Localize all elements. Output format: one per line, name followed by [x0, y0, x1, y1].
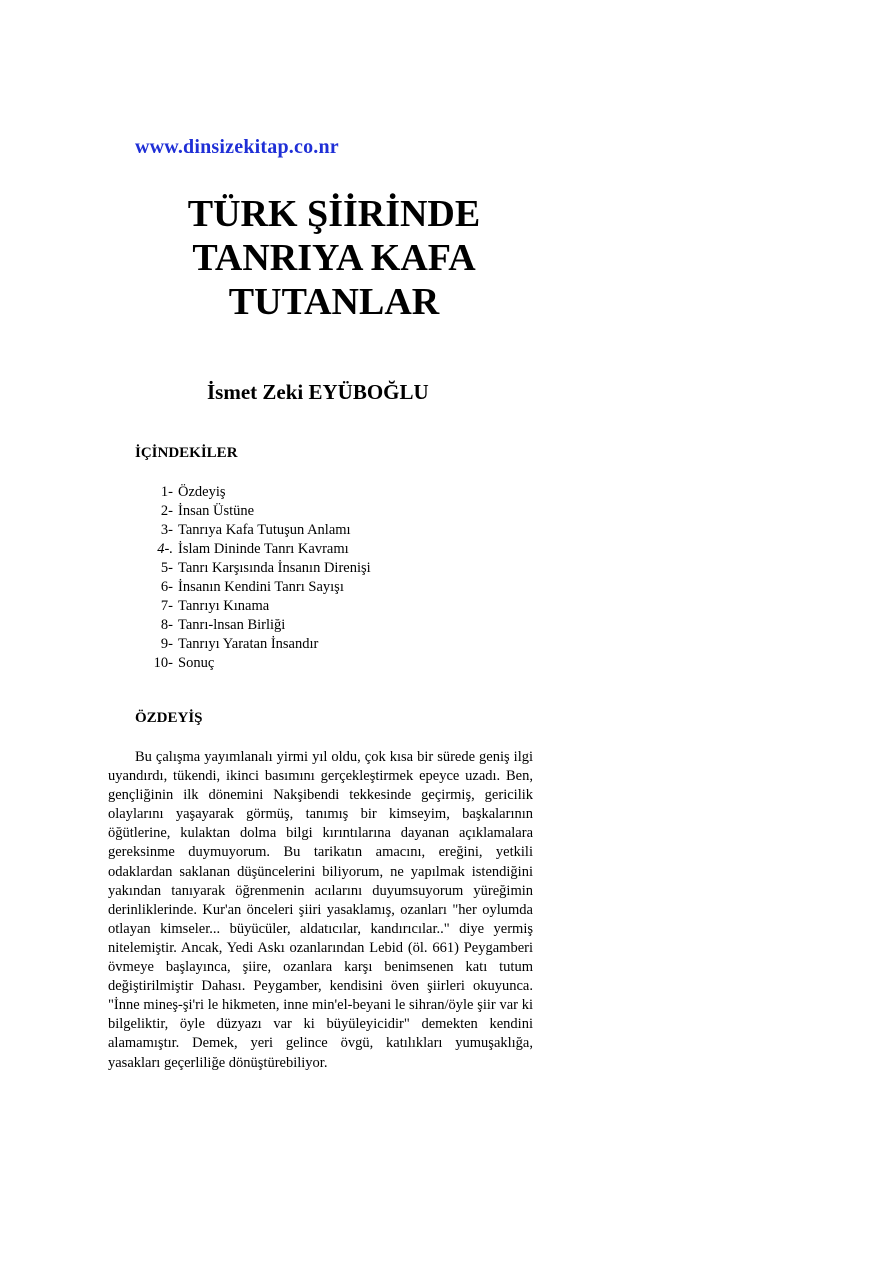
- toc-item-number: 10-: [153, 655, 173, 671]
- toc-item-label: İnsanın Kendini Tanrı Sayışı: [178, 579, 344, 595]
- toc-item-number: 1-: [160, 484, 173, 500]
- title-line: TANRIYA KAFA: [192, 237, 476, 279]
- toc-item-label: İnsan Üstüne: [178, 503, 255, 519]
- site-link[interactable]: www.dinsizekitap.co.nr: [135, 136, 339, 158]
- toc-item-number: 5-: [160, 560, 173, 576]
- toc-item: [145, 502, 371, 521]
- toc-item-label: Tanrıyı Kınama: [178, 598, 270, 614]
- body-paragraph: Bu çalışma yayımlanalı yirmi yıl oldu, çok kısa bir sürede geniş ilgi uyandırdı, tükendi, ikinci basımını gerçekleştirmek epeyce uzadı. Ben, gençliğinin ilk dönemini Nakşibendi tekkesinde geçirmiş, gericilik olaylarını yaşayarak görmüş, tanımış bir kimseyim, başkalarının öğütlerine, kulaktan dolma bilgi kırıntılarına dayanan açıklamalara gereksinme duymuyorum. Bu tarikatın amacını, ereğini, yetkili odaklardan saklanan düşüncelerini biliyorum, ne yapılmak istendiğini yakından tanıyarak öğrenmenin acılarını duyumsuyorum yüreğimin derinliklerinde. Kur'an önceleri şiiri yasaklamış, ozanları "her oylumda otlayan kimseler... büyücüler, aldatıcılar, kandırıcılar.." diye yermiş nitelemiştir. Ancak, Yedi Askı ozanlarından Lebid (öl. 661) Peygamberi övmeye başlayınca, şiire, ozanlara karşı benimsenen katı tutum değiştirilmiştir Dahası. Peygamber, kendisini öven şiirleri okuyunca. "İnne mineş-şi'ri le hikmeten, inne min'el-beyani le sihran/öyle şiir var ki bilgeliktir, öyle düzyazı var ki büyüleyicidir" demekten kendini alamamıştır. Demek, yeri gelince övgü, katılıkları yumuşaklığa, yasakları geçerliliğe dönüştürebiliyor.: [108, 749, 533, 1071]
- toc-item: [145, 559, 371, 578]
- toc-item-number: 9-: [160, 636, 173, 652]
- title-line: TÜRK ŞİİRİNDE: [187, 193, 481, 235]
- toc-item-label: Özdeyiş: [178, 484, 226, 500]
- toc-item-number: 4-.: [157, 541, 173, 557]
- toc-item: [145, 483, 371, 502]
- toc-item-number: 2-: [160, 503, 173, 519]
- toc-item-number: 3-: [160, 522, 173, 538]
- toc-item-number: 7-: [160, 598, 173, 614]
- toc-item: [145, 540, 371, 559]
- toc-item-number: 8-: [160, 617, 173, 633]
- toc-item: [145, 616, 371, 635]
- toc-item-label: İslam Dininde Tanrı Kavramı: [178, 541, 349, 557]
- toc-item-label: Tanrıyı Yaratan İnsandır: [178, 636, 319, 652]
- toc-item: [145, 578, 371, 597]
- toc-item-label: Tanrı Karşısında İnsanın Direnişi: [178, 560, 371, 576]
- table-of-contents: [145, 483, 371, 673]
- toc-item: [145, 635, 371, 654]
- toc-item: [145, 654, 371, 673]
- toc-item-label: Tanrıya Kafa Tutuşun Anlamı: [178, 522, 351, 538]
- book-title: [150, 192, 518, 324]
- section-heading: ÖZDEYİŞ: [135, 710, 203, 726]
- toc-item-number: 6-: [160, 579, 173, 595]
- toc-item: [145, 521, 371, 540]
- toc-item-label: Tanrı-lnsan Birliği: [178, 617, 286, 633]
- title-line: TUTANLAR: [228, 281, 440, 323]
- author-name: İsmet Zeki EYÜBOĞLU: [207, 380, 429, 404]
- toc-item: [145, 597, 371, 616]
- toc-item-label: Sonuç: [178, 655, 215, 671]
- toc-heading: İÇİNDEKİLER: [135, 445, 238, 461]
